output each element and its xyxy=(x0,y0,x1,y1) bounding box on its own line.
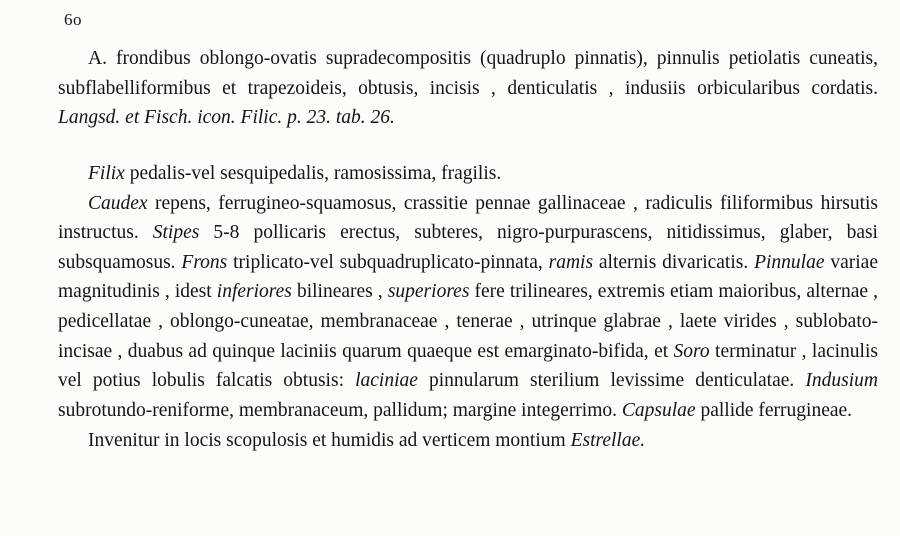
paragraph-spacer xyxy=(58,133,878,159)
italic-run: Estrellae. xyxy=(570,429,646,451)
text-run: pallide ferrugineae. xyxy=(700,399,853,421)
italic-run: inferiores xyxy=(216,281,297,303)
italic-run: Caudex xyxy=(88,192,156,214)
italic-run: Filix xyxy=(88,162,130,184)
italic-run: ramis xyxy=(548,251,599,273)
text-run: pedalis-vel sesquipedalis, ramosissima, fragilis. xyxy=(129,162,502,184)
text-run: 5-8 pollicaris erectus, subteres, nigro-purpurascens, nitidissimus, glaber, basi subsquamosus. xyxy=(58,222,878,273)
italic-run: Frons xyxy=(181,251,234,273)
italic-run: Pinnulae xyxy=(754,251,831,273)
italic-run: superiores xyxy=(387,281,475,303)
italic-run: Indusium xyxy=(805,370,878,392)
filix-paragraph xyxy=(58,159,878,189)
caudex-paragraph xyxy=(58,189,878,426)
italic-run: Capsulae xyxy=(621,399,701,421)
italic-run: Langsd. et Fisch. icon. Filic. p. 23. tab. 26. xyxy=(58,107,395,129)
species-description-paragraph xyxy=(58,44,878,133)
text-run: alternis divaricatis. xyxy=(598,251,755,273)
text-run: repens, ferrugineo-squamosus, crassitie pennae gallinaceae , radiculis filiformibus hirsutis instructus. xyxy=(58,192,878,244)
text-run: fere trilineares, extremis etiam maioribus, alternae , pedicellatae , oblongo-cuneatae, membranaceae , tenerae , utrinque glabrae , laete virides , sublobato-incisae , duabus ad quinque laciniis quarum quaeque est emarginato-bifida, et xyxy=(58,281,878,362)
italic-run: Soro xyxy=(673,340,716,362)
text-run: terminatur , lacinulis vel potius lobulis falcatis obtusis: xyxy=(58,340,878,392)
italic-run: Stipes xyxy=(152,222,214,244)
text-run: bilineares , xyxy=(296,281,388,303)
text-run: Invenitur in locis scopulosis et humidis ad verticem montium xyxy=(88,429,571,451)
page-number: 6o xyxy=(64,10,82,29)
italic-run: laciniae xyxy=(355,370,430,392)
text-run: pinnularum sterilium levissime denticulatae. xyxy=(429,370,806,392)
habitat-paragraph xyxy=(58,426,878,456)
text-run: A. frondibus oblongo-ovatis supradecompositis (quadruplo pinnatis), pinnulis petiolatis cuneatis, subflabelliformibus et trapezoideis, obtusis, incisis , denticulatis , indusiis orbicularibus cordatis. xyxy=(58,48,878,99)
text-run: subrotundo-reniforme, membranaceum, pallidum; margine integerrimo. xyxy=(58,399,622,421)
text-run: triplicato-vel subquadruplicato-pinnata, xyxy=(233,251,549,273)
text-run: variae magnitudinis , idest xyxy=(58,251,878,303)
